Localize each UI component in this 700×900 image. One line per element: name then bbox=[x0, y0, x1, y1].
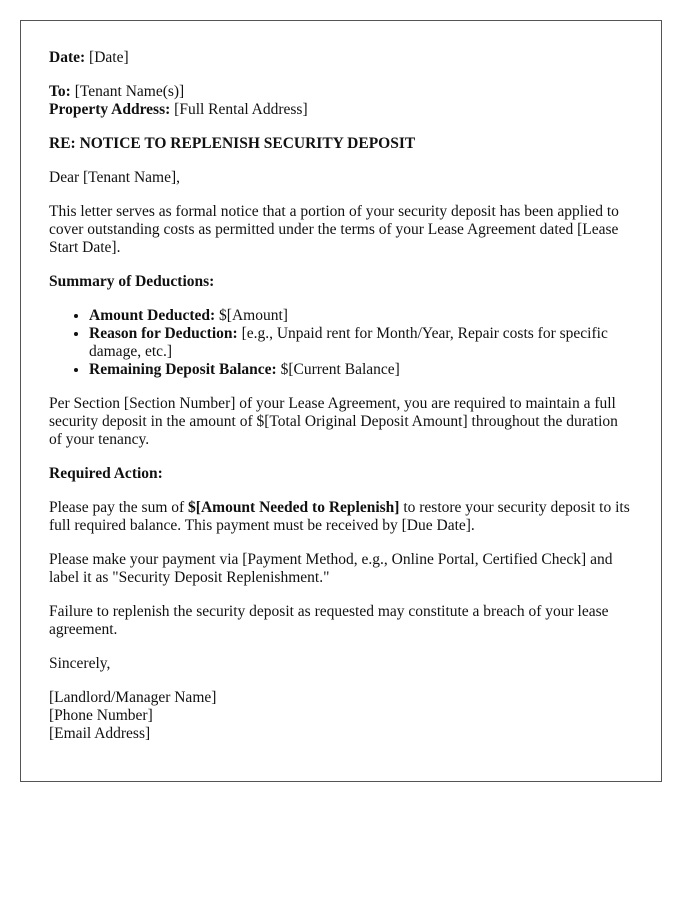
signer-name: [Landlord/Manager Name] bbox=[49, 689, 217, 706]
to-value: [Tenant Name(s)] bbox=[70, 83, 185, 100]
property-address-label: Property Address: bbox=[49, 101, 171, 118]
summary-heading: Summary of Deductions: bbox=[49, 273, 215, 290]
required-action-heading: Required Action: bbox=[49, 465, 163, 482]
salutation: Dear [Tenant Name], bbox=[49, 169, 181, 186]
deductions-list bbox=[49, 307, 633, 379]
date-value: [Date] bbox=[85, 49, 129, 66]
to-line bbox=[49, 83, 633, 101]
date-line bbox=[49, 49, 633, 67]
signature-block bbox=[49, 689, 633, 743]
list-item bbox=[89, 325, 633, 361]
payment-amount-paragraph bbox=[49, 499, 633, 535]
closing: Sincerely, bbox=[49, 655, 111, 672]
intro-paragraph: This letter serves as formal notice that a portion of your security deposit has been applied to cover outstanding costs as permitted under the terms of your Lease Agreement dated [Lease Start Date]. bbox=[49, 203, 619, 256]
letter-document bbox=[20, 20, 662, 782]
deduction-label: Reason for Deduction: bbox=[89, 325, 238, 342]
deduction-value: [e.g., Unpaid rent for Month/Year, Repair costs for specific damage, etc.] bbox=[89, 325, 608, 360]
to-label: To: bbox=[49, 83, 71, 100]
property-address-line bbox=[49, 101, 633, 119]
payment-amount-intro: Please pay the sum of bbox=[49, 499, 189, 516]
deduction-label: Remaining Deposit Balance: bbox=[89, 361, 277, 378]
subject-line: RE: NOTICE TO REPLENISH SECURITY DEPOSIT bbox=[49, 135, 416, 152]
recipient-block bbox=[49, 83, 633, 119]
signer-phone: [Phone Number] bbox=[49, 707, 153, 724]
list-item bbox=[89, 361, 633, 379]
lease-section-paragraph: Per Section [Section Number] of your Lease Agreement, you are required to maintain a full security deposit in the amount of $[Total Original Deposit Amount] throughout the duration of your tenancy. bbox=[49, 395, 618, 448]
signer-email: [Email Address] bbox=[49, 725, 151, 742]
date-label: Date: bbox=[49, 49, 86, 66]
list-item bbox=[89, 307, 633, 325]
deduction-value: $[Current Balance] bbox=[276, 361, 400, 378]
replenish-amount: $[Amount Needed to Replenish] bbox=[188, 499, 400, 516]
property-address-value: [Full Rental Address] bbox=[170, 101, 308, 118]
payment-amount-rest: to restore your security deposit to its full required balance. This payment must be received by [Due Date]. bbox=[49, 499, 630, 534]
deduction-label: Amount Deducted: bbox=[89, 307, 216, 324]
deduction-value: $[Amount] bbox=[215, 307, 288, 324]
failure-paragraph: Failure to replenish the security deposit as requested may constitute a breach of your lease agreement. bbox=[49, 603, 609, 638]
payment-method-paragraph: Please make your payment via [Payment Method, e.g., Online Portal, Certified Check] and label it as "Security Deposit Replenishment." bbox=[49, 551, 613, 586]
